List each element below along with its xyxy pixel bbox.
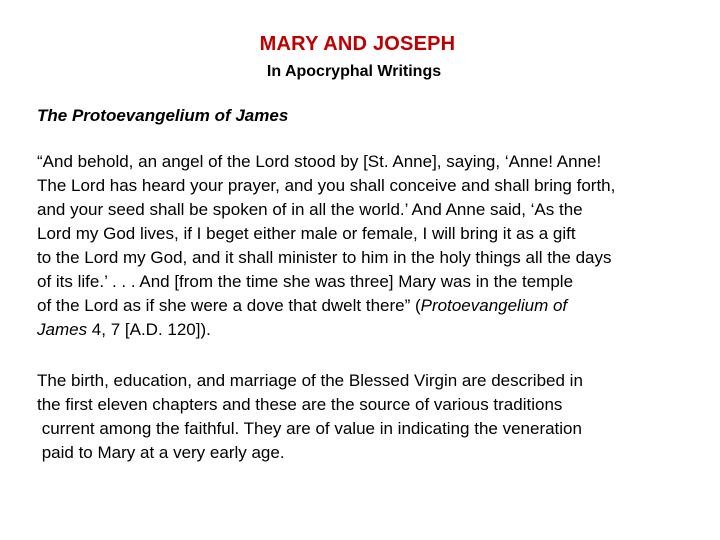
paragraph-line: current among the faithful. They are of value in indicating the veneration — [37, 419, 582, 438]
paragraph-line: paid to Mary at a very early age. — [37, 443, 285, 462]
paragraph-line: the first eleven chapters and these are the source of various traditions — [37, 395, 563, 414]
section-heading: The Protoevangelium of James — [37, 106, 289, 125]
quote-block — [37, 150, 720, 342]
quote-line: of its life.’ . . . And [from the time she was three] Mary was in the temple — [37, 272, 574, 291]
quote-line: The Lord has heard your prayer, and you shall conceive and shall bring forth, — [37, 176, 616, 195]
page-subtitle-text: In Apocryphal Writings — [266, 63, 442, 80]
quote-line: to the Lord my God, and it shall minister to him in the holy things all the days — [37, 248, 612, 267]
citation-line — [37, 318, 720, 342]
citation-title-part-1: Protoevangelium of — [420, 296, 568, 315]
quote-line: “And behold, an angel of the Lord stood by [St. Anne], saying, ‘Anne! Anne! — [37, 152, 602, 171]
quote-line-text: of the Lord as if she were a dove that dwelt there” ( — [37, 296, 421, 315]
page-title — [0, 33, 720, 56]
citation-title-part-2: James — [37, 320, 88, 339]
citation-reference: 4, 7 [A.D. 120]). — [87, 320, 211, 339]
quote-line-with-citation — [37, 294, 720, 318]
page-title-text: MARY AND JOSEPH — [259, 33, 456, 55]
quote-line: and your seed shall be spoken of in all the world.’ And Anne said, ‘As the — [37, 200, 583, 219]
paragraph-line: The birth, education, and marriage of the Blessed Virgin are described in — [37, 371, 583, 390]
commentary-paragraph — [37, 369, 720, 465]
page-subtitle — [0, 63, 720, 81]
quote-line: Lord my God lives, if I beget either male or female, I will bring it as a gift — [37, 224, 576, 243]
